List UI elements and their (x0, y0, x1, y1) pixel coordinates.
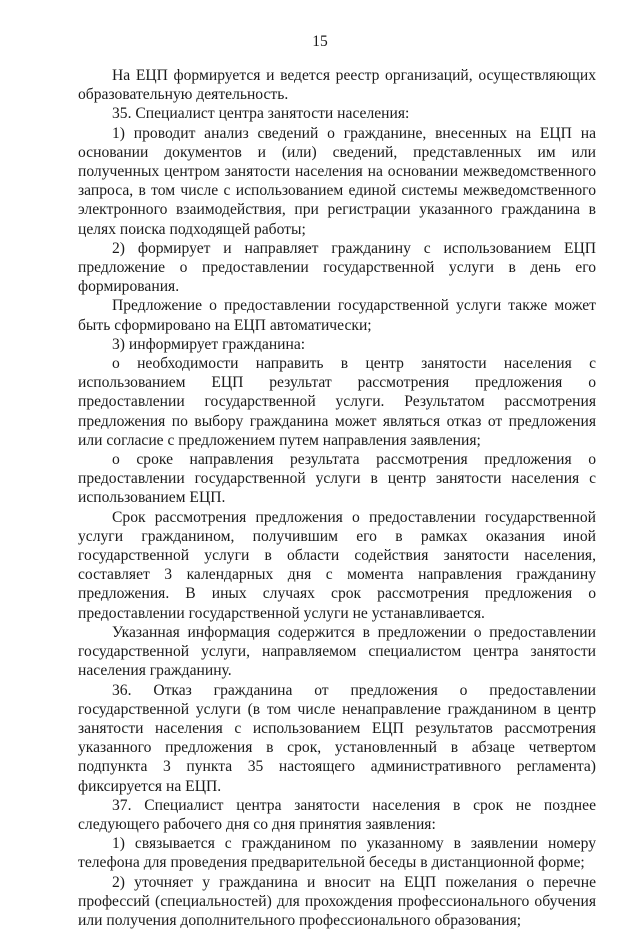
paragraph: 1) связывается с гражданином по указанному в заявлении номеру телефона для проведения предварительной беседы в дистанционной форме; (78, 835, 596, 872)
paragraph: Срок рассмотрения предложения о предоставлении государственной услуги гражданином, получившим его в рамках оказания иной государственной услуги в области содействия занятости населения, составляет 3 календарных дня с момента направления гражданину предложения. В иных случаях срок рассмотрения предложения о предоставлении государственной услуги не устанавливается. (78, 508, 596, 622)
paragraph: 37. Специалист центра занятости населения в срок не позднее следующего рабочего дня со дня принятия заявления: (78, 796, 596, 833)
paragraph: 1) проводит анализ сведений о гражданине, внесенных на ЕЦП на основании документов и (или) сведений, представленных им или полученных центром занятости населения на основании межведомственного запроса, в том числе с использованием единой системы межведомственного электронного взаимодействия, при регистрации указанного гражданина в целях поиска подходящей работы; (78, 124, 596, 238)
paragraph: На ЕЦП формируется и ведется реестр организаций, осуществляющих образовательную деятельность. (78, 67, 596, 104)
paragraph: Предложение о предоставлении государственной услуги также может быть сформировано на ЕЦП автоматически; (78, 297, 596, 334)
paragraph: Указанная информация содержится в предложении о предоставлении государственной услуги, направляемом специалистом центра занятости населения гражданину. (78, 623, 596, 680)
paragraph: 35. Специалист центра занятости населения: (112, 105, 410, 123)
paragraph: 2) уточняет у гражданина и вносит на ЕЦП пожелания о перечне профессий (специальностей) для прохождения профессионального обучения или получения дополнительного профессионального образования; (78, 873, 596, 929)
paragraph: 2) формирует и направляет гражданину с использованием ЕЦП предложение о предоставлении государственной услуги в день его формирования. (78, 239, 596, 296)
paragraph: 3) информирует гражданина: (112, 335, 306, 353)
document-body (78, 66, 596, 930)
paragraph: о необходимости направить в центр занятости населения с использованием ЕЦП результат рассмотрения предложения о предоставлении государственной услуги. Результатом рассмотрения предложения по выбору гражданина может являться отказ от предложения или согласие с предложением путем направления заявления; (78, 355, 596, 449)
paragraph: о сроке направления результата рассмотрения предложения о предоставлении государственной услуги в центр занятости населения с использованием ЕЦП. (78, 451, 596, 507)
paragraph: 36. Отказ гражданина от предложения о предоставлении государственной услуги (в том числе ненаправление гражданином в центр занятости населения с использованием ЕЦП результатов рассмотрения указанного предложения в срок, установленный в абзаце четвертом подпункта 3 пункта 35 настоящего административного регламента) фиксируется на ЕЦП. (78, 681, 596, 795)
page-number: 15 (312, 33, 328, 50)
